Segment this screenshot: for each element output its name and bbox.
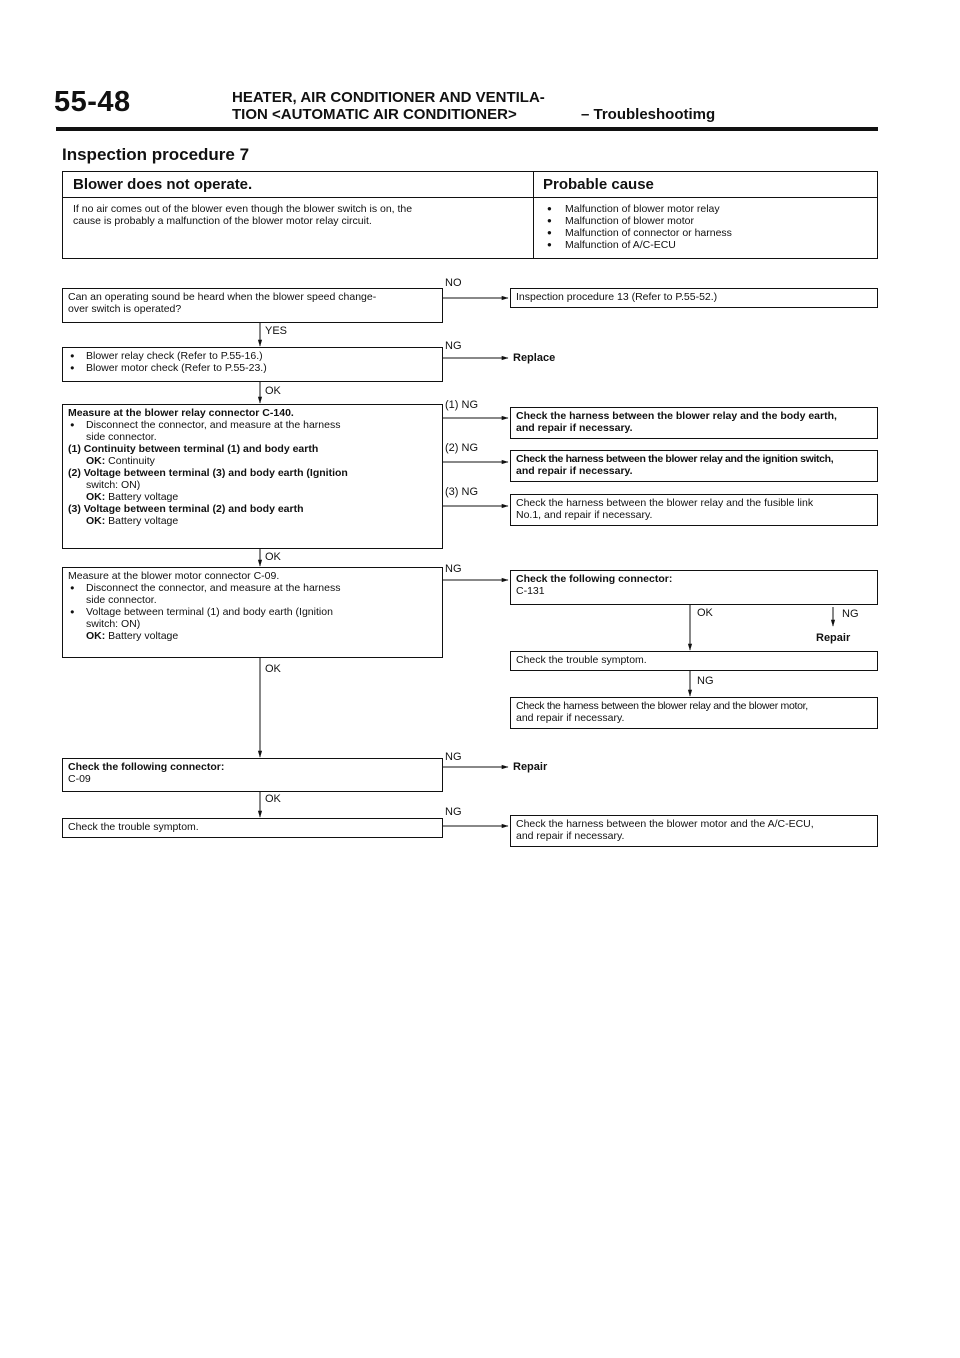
measure1-item1-ok bbox=[68, 455, 437, 467]
c131-title: Check the following connector: bbox=[516, 573, 673, 585]
measure1-disconnect-line2: side connector. bbox=[86, 431, 157, 443]
ok-value: Continuity bbox=[108, 455, 155, 467]
c09-title: Check the following connector: bbox=[68, 761, 225, 773]
harness-motor-ecu-box bbox=[510, 815, 878, 847]
q1-no-result-box bbox=[510, 288, 878, 308]
connector-c131-box bbox=[510, 570, 878, 605]
ok-key: OK: bbox=[86, 630, 106, 642]
harness-relay-body-earth-box bbox=[510, 407, 878, 439]
probable-cause-item: ● Malfunction of A/C-ECU bbox=[543, 239, 732, 251]
chapter-title-line2: TION <AUTOMATIC AIR CONDITIONER> bbox=[232, 106, 517, 123]
harness-ecu-line2: and repair if necessary. bbox=[516, 830, 625, 842]
trouble1-text: Check the trouble symptom. bbox=[516, 654, 647, 666]
measure1-ng3-label: (3) NG bbox=[445, 486, 478, 498]
probable-cause-item: ● Malfunction of blower motor relay bbox=[543, 203, 732, 215]
harness-relay-motor-box bbox=[510, 697, 878, 729]
measure1-ng1-label: (1) NG bbox=[445, 399, 478, 411]
c09-code: C-09 bbox=[68, 773, 91, 785]
q1-no-label: NO bbox=[445, 277, 462, 289]
symptom-description-line2: cause is probably a malfunction of the blower motor relay circuit. bbox=[73, 215, 372, 227]
ok-value: Battery voltage bbox=[108, 515, 179, 527]
blower-relay-check-item: ● Blower relay check (Refer to P.55-16.) bbox=[68, 350, 437, 362]
ng3-line2: No.1, and repair if necessary. bbox=[516, 509, 653, 521]
c131-ng-result: Repair bbox=[816, 632, 851, 644]
measure2-title: Measure at the blower motor connector C-09. bbox=[68, 570, 280, 582]
trouble2-ng-label: NG bbox=[445, 806, 462, 818]
ok-key: OK: bbox=[86, 515, 106, 527]
ng2-line2: and repair if necessary. bbox=[516, 465, 633, 477]
measure1-item3: (3) Voltage between terminal (2) and body earth bbox=[68, 503, 304, 515]
c09-ng-label: NG bbox=[445, 751, 462, 763]
c09-ok-label: OK bbox=[265, 793, 281, 805]
ok-value: Battery voltage bbox=[108, 630, 179, 642]
symptom-header: Blower does not operate. bbox=[73, 176, 253, 193]
probable-cause-item: ● Malfunction of connector or harness bbox=[543, 227, 732, 239]
measure2-ok bbox=[68, 630, 437, 642]
q1-no-result: Inspection procedure 13 (Refer to P.55-52.) bbox=[516, 291, 718, 303]
ng1-line2: and repair if necessary. bbox=[516, 422, 633, 434]
measure1-item2-line2: switch: ON) bbox=[86, 479, 141, 491]
check1-ng-label: NG bbox=[445, 340, 462, 352]
measure1-ng2-label: (2) NG bbox=[445, 442, 478, 454]
blower-motor-check-item: ● Blower motor check (Refer to P.55-23.) bbox=[68, 362, 437, 374]
page-number: 55-48 bbox=[54, 86, 131, 118]
section-title: – Troubleshootimg bbox=[581, 106, 716, 123]
measure2-bullet1-line1: ● Disconnect the connector, and measure at the harness bbox=[68, 582, 437, 594]
probable-cause-item: ● Malfunction of blower motor bbox=[543, 215, 732, 227]
measure1-ok-label: OK bbox=[265, 551, 281, 563]
harness-relay-fusible-link-box bbox=[510, 494, 878, 526]
q1-operating-sound-box bbox=[62, 288, 443, 323]
ng1-line1: Check the harness between the blower relay and the body earth, bbox=[516, 410, 837, 422]
c131-ok-label: OK bbox=[697, 607, 713, 619]
ng3-line1: Check the harness between the blower relay and the fusible link bbox=[516, 497, 814, 509]
ok-key: OK: bbox=[86, 491, 106, 503]
measure2-ok-label: OK bbox=[265, 663, 281, 675]
procedure-title: Inspection procedure 7 bbox=[62, 145, 250, 164]
harness-motor-line2: and repair if necessary. bbox=[516, 712, 625, 724]
chapter-title-line1: HEATER, AIR CONDITIONER AND VENTILA- bbox=[232, 89, 545, 106]
measure1-disconnect-line1: ● Disconnect the connector, and measure at the harness bbox=[68, 419, 437, 431]
connector-c09-box bbox=[62, 758, 443, 792]
trouble2-text: Check the trouble symptom. bbox=[68, 821, 199, 833]
trouble1-ng-label: NG bbox=[697, 675, 714, 687]
trouble-symptom-box-1 bbox=[510, 651, 878, 671]
c131-code: C-131 bbox=[516, 585, 545, 597]
trouble-symptom-box-2 bbox=[62, 818, 443, 838]
q1-line1: Can an operating sound be heard when the blower speed change- bbox=[68, 291, 377, 303]
measure1-title: Measure at the blower relay connector C-140. bbox=[68, 407, 294, 419]
c09-ng-result: Repair bbox=[513, 761, 548, 773]
measure1-item3-ok bbox=[68, 515, 437, 527]
ok-value: Battery voltage bbox=[108, 491, 179, 503]
harness-relay-ignition-box bbox=[510, 450, 878, 482]
measure2-bullet2-line2: switch: ON) bbox=[86, 618, 141, 630]
probable-cause-header: Probable cause bbox=[543, 176, 654, 193]
measure1-item2-line1: (2) Voltage between terminal (3) and body earth (Ignition bbox=[68, 467, 348, 479]
blower-check-box bbox=[62, 347, 443, 382]
motor-connector-measure-box bbox=[62, 567, 443, 658]
measure2-ng-label: NG bbox=[445, 563, 462, 575]
relay-connector-measure-box bbox=[62, 404, 443, 549]
measure1-item1: (1) Continuity between terminal (1) and body earth bbox=[68, 443, 319, 455]
ok-key: OK: bbox=[86, 455, 106, 467]
q1-line2: over switch is operated? bbox=[68, 303, 182, 315]
check1-ok-label: OK bbox=[265, 385, 281, 397]
measure2-bullet1-line2: side connector. bbox=[86, 594, 157, 606]
symptom-description-line1: If no air comes out of the blower even though the blower switch is on, the bbox=[73, 203, 413, 215]
measure1-item2-ok bbox=[68, 491, 437, 503]
harness-ecu-line1: Check the harness between the blower motor and the A/C-ECU, bbox=[516, 818, 814, 830]
c131-ng-label: NG bbox=[842, 608, 859, 620]
ng2-line1: Check the harness between the blower relay and the ignition switch, bbox=[516, 453, 834, 465]
harness-motor-line1: Check the harness between the blower relay and the blower motor, bbox=[516, 700, 808, 712]
q1-yes-label: YES bbox=[265, 325, 288, 337]
measure2-bullet2-line1: ● Voltage between terminal (1) and body earth (Ignition bbox=[68, 606, 437, 618]
check1-ng-result: Replace bbox=[513, 352, 556, 364]
